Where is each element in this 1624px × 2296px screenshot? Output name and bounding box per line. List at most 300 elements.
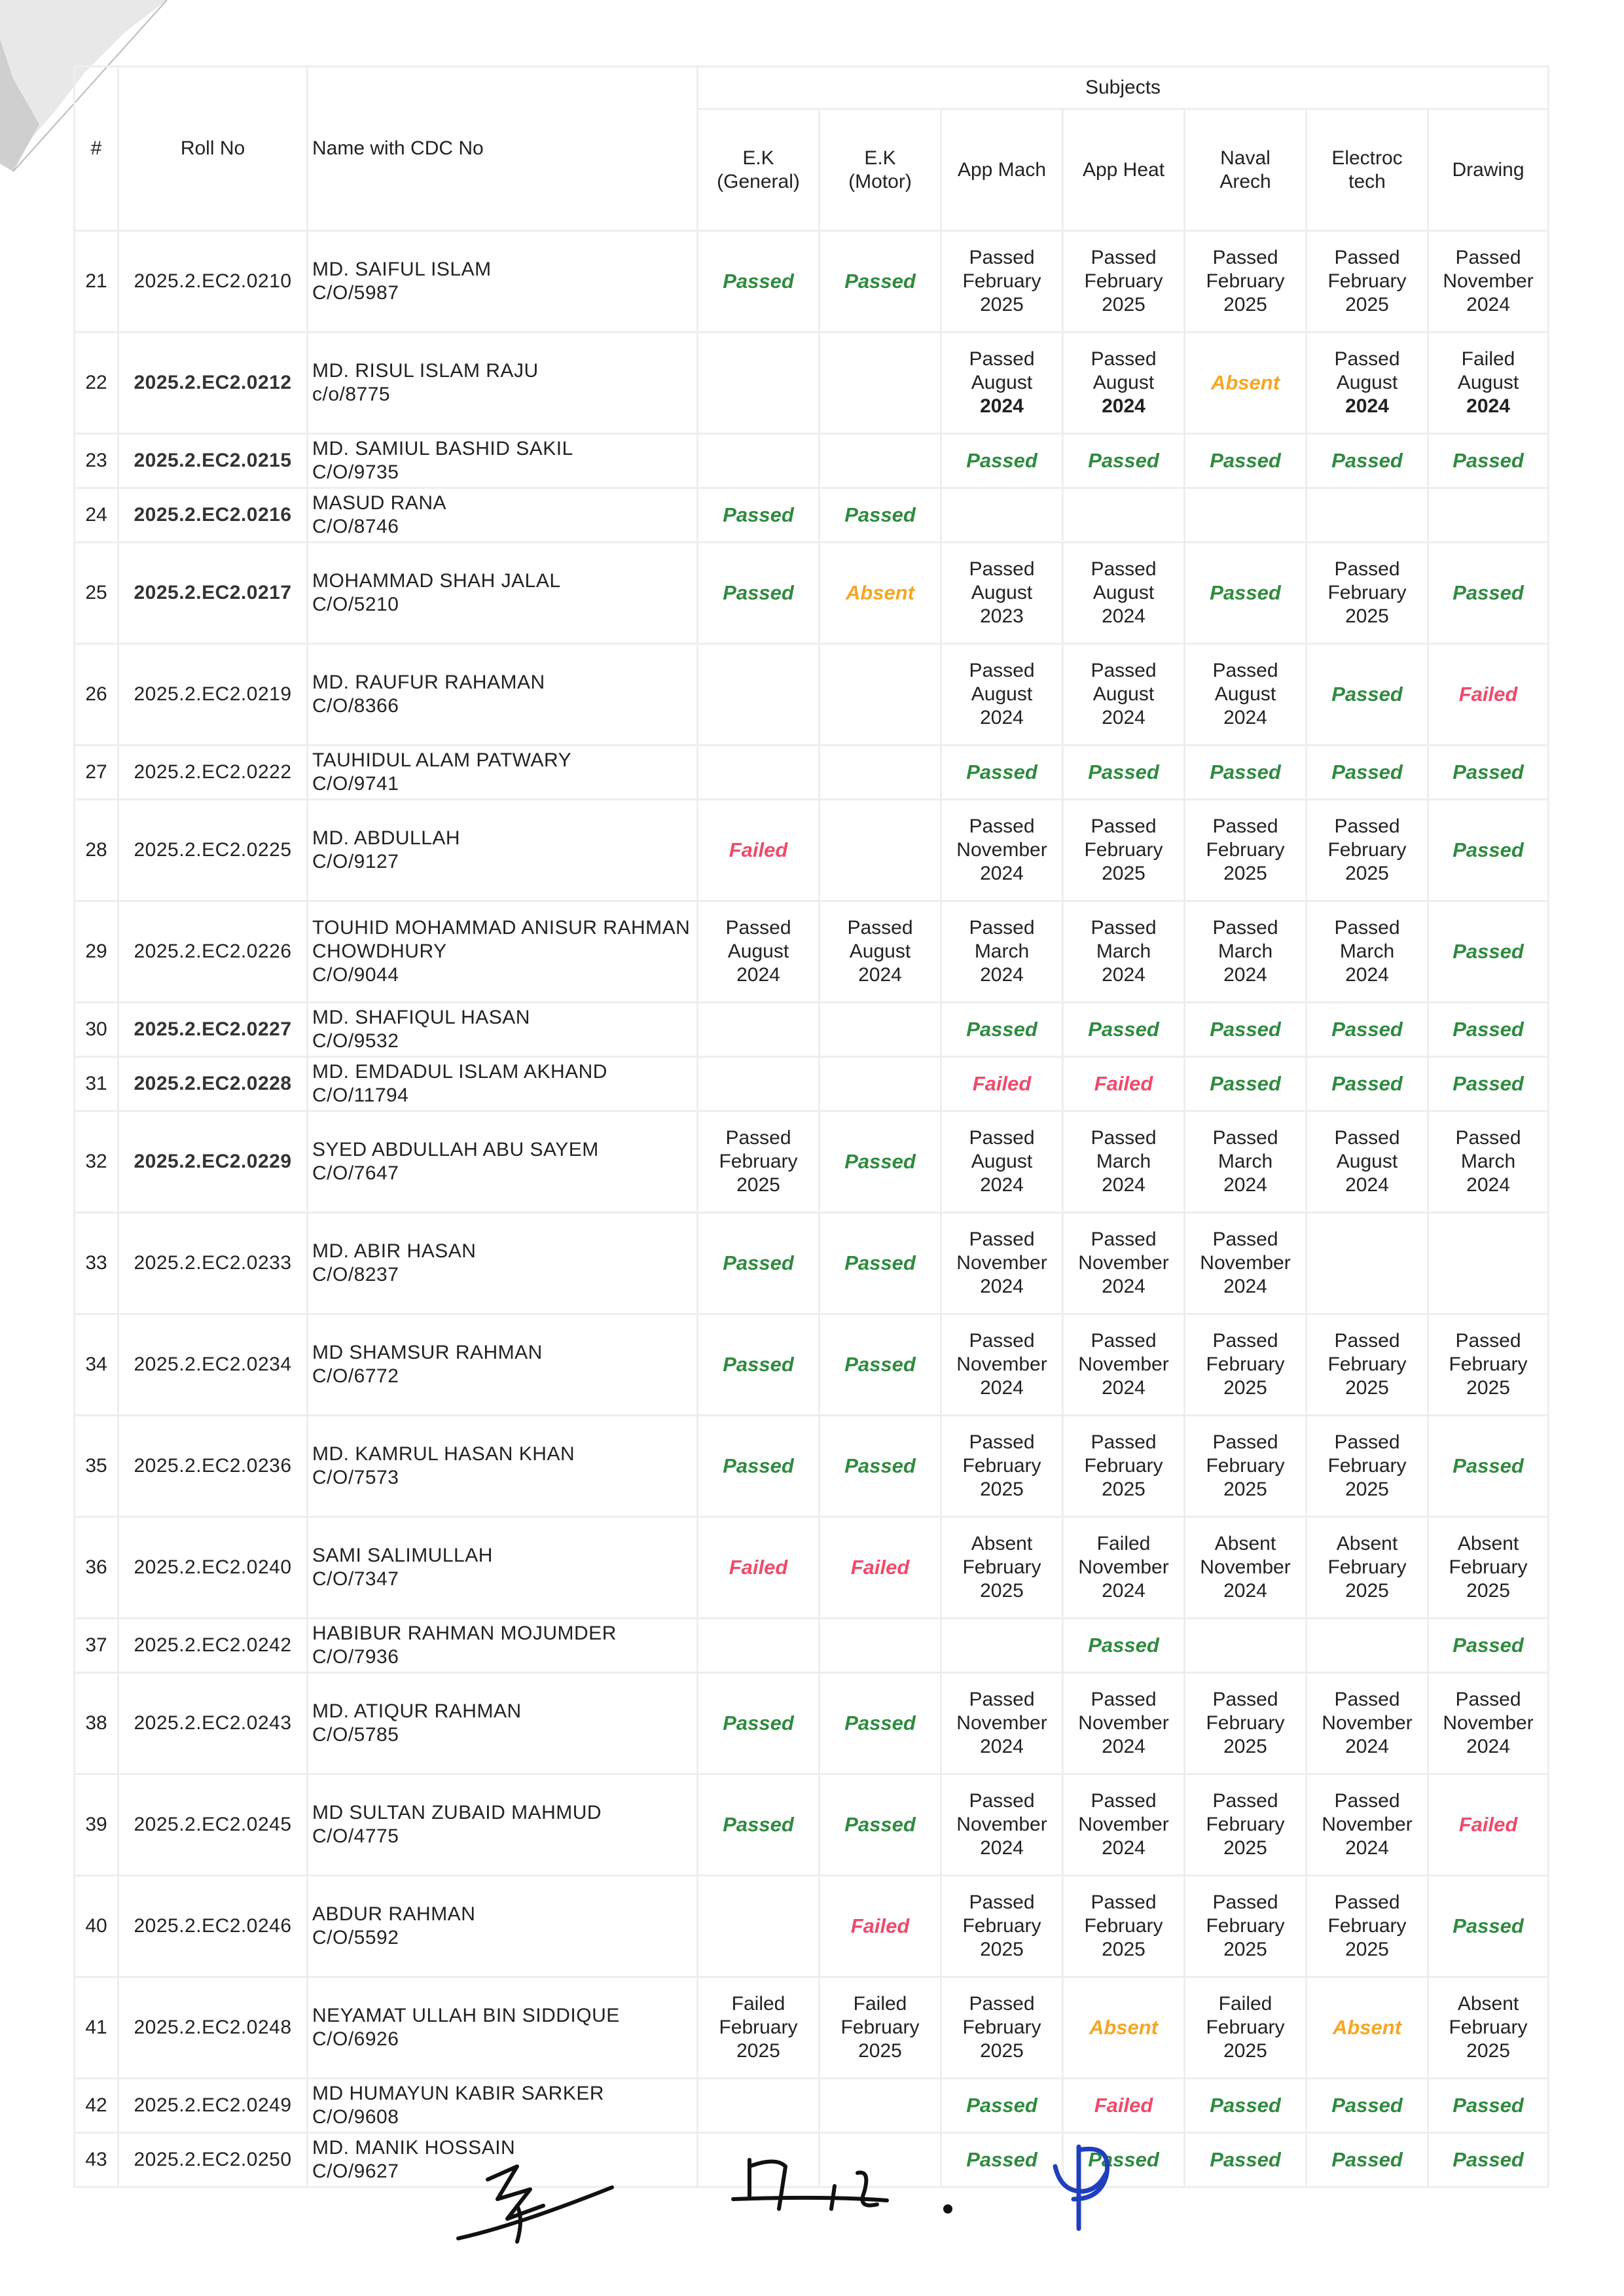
result-year: 2025 [1345, 1377, 1389, 1399]
result-year: 2024 [980, 395, 1024, 417]
result-stamp-passed: Passed [1331, 448, 1403, 472]
student-name: ABDUR RAHMAN [312, 1903, 476, 1925]
result-cell [1428, 1057, 1549, 1111]
result-status: Passed [1212, 917, 1278, 939]
roll-number: 2025.2.EC2.0217 [118, 543, 308, 644]
result-status: Failed [1461, 348, 1515, 370]
result-cell [820, 434, 941, 488]
result-detail [946, 246, 1058, 317]
result-cell [1428, 745, 1549, 800]
table-row [75, 1673, 1549, 1774]
result-month: March [1218, 1151, 1273, 1172]
result-status: Passed [1212, 1790, 1278, 1812]
result-stamp-passed: Passed [1210, 1017, 1281, 1041]
result-detail [946, 1688, 1058, 1759]
name-cell [308, 901, 698, 1003]
header-subject-5 [1307, 109, 1428, 231]
result-year: 2025 [1102, 1479, 1146, 1500]
result-month: February [1206, 2017, 1285, 2038]
roll-number: 2025.2.EC2.0229 [118, 1111, 308, 1213]
result-status: Passed [1334, 1790, 1400, 1812]
result-cell [941, 1003, 1063, 1057]
roll-number: 2025.2.EC2.0250 [118, 2133, 308, 2187]
result-status: Passed [1091, 1689, 1157, 1710]
result-month: November [1200, 1556, 1291, 1578]
result-cell [698, 1111, 820, 1213]
row-number: 41 [75, 1977, 118, 2079]
result-status: Failed [1096, 1533, 1151, 1554]
result-cell [1428, 1673, 1549, 1774]
result-year: 2025 [1223, 1479, 1267, 1500]
name-cell [308, 644, 698, 745]
result-cell [1063, 1314, 1185, 1416]
result-detail [1433, 1532, 1543, 1603]
result-stamp-passed: Passed [1453, 760, 1524, 783]
result-cell [1428, 2079, 1549, 2133]
result-month: March [1460, 1151, 1516, 1172]
result-month: November [1078, 1814, 1169, 1835]
result-year: 2025 [1102, 1939, 1146, 1960]
results-table [73, 65, 1549, 2188]
result-status: Passed [1212, 660, 1278, 681]
result-cell [820, 644, 941, 745]
result-cell [820, 1111, 941, 1213]
table-row [75, 1619, 1549, 1673]
result-year: 2024 [1223, 1174, 1267, 1196]
name-cell [308, 745, 698, 800]
result-stamp-passed: Passed [844, 1352, 916, 1376]
result-cell [1307, 332, 1428, 434]
result-cell [1063, 1213, 1185, 1314]
result-stamp-passed: Passed [723, 1711, 794, 1734]
roll-number: 2025.2.EC2.0249 [118, 2079, 308, 2133]
result-month: November [956, 839, 1047, 861]
result-cell [820, 2079, 941, 2133]
result-cell [1428, 1774, 1549, 1876]
row-number: 37 [75, 1619, 118, 1673]
result-month: November [956, 1814, 1047, 1835]
result-year: 2024 [980, 707, 1024, 728]
result-status: Passed [969, 1330, 1035, 1352]
result-month: November [956, 1712, 1047, 1734]
result-status: Absent [1457, 1533, 1519, 1554]
result-month: November [1200, 1252, 1291, 1274]
student-name: MD. RISUL ISLAM RAJU [312, 360, 539, 382]
cdc-number: C/O/7573 [312, 1467, 399, 1488]
result-cell [1185, 1213, 1307, 1314]
result-detail [946, 1126, 1058, 1197]
result-month: November [1322, 1712, 1413, 1734]
result-status: Passed [969, 348, 1035, 370]
student-name: MD. SAIFUL ISLAM [312, 259, 492, 280]
result-status: Passed [1334, 917, 1400, 939]
result-year: 2024 [736, 964, 780, 986]
result-month: February [1327, 1915, 1407, 1937]
result-cell [1185, 901, 1307, 1003]
result-stamp-passed: Passed [1453, 2147, 1524, 2171]
result-detail [1068, 1891, 1180, 1962]
student-name: MD. ABIR HASAN [312, 1240, 477, 1262]
table-row [75, 1057, 1549, 1111]
result-stamp-passed: Passed [844, 503, 916, 526]
result-status: Passed [1334, 348, 1400, 370]
result-year: 2025 [1345, 1939, 1389, 1960]
result-cell [820, 745, 941, 800]
result-cell [941, 1314, 1063, 1416]
result-stamp-passed: Passed [966, 760, 1038, 783]
result-stamp-passed: Passed [966, 1017, 1038, 1041]
result-stamp-passed: Passed [1210, 448, 1281, 472]
result-stamp-passed: Passed [966, 2147, 1038, 2171]
result-status: Passed [969, 558, 1035, 580]
table-row [75, 1003, 1549, 1057]
result-year: 2025 [1223, 2040, 1267, 2062]
result-cell [1307, 1314, 1428, 1416]
result-stamp-failed: Failed [1458, 682, 1518, 706]
result-cell [698, 1673, 820, 1774]
result-month: February [1449, 2017, 1528, 2038]
result-cell [698, 1876, 820, 1977]
row-number: 29 [75, 901, 118, 1003]
row-number: 31 [75, 1057, 118, 1111]
student-name: MD SHAMSUR RAHMAN [312, 1342, 543, 1363]
result-status: Passed [1334, 1431, 1400, 1453]
header-subject-line: App Heat [1082, 158, 1165, 181]
result-status: Passed [1091, 1330, 1157, 1352]
result-status: Passed [725, 1127, 791, 1149]
result-status: Passed [1334, 558, 1400, 580]
result-month: February [1084, 839, 1163, 861]
result-status: Passed [1091, 247, 1157, 268]
result-cell [1185, 1517, 1307, 1619]
result-month: February [1206, 270, 1285, 292]
result-month: February [1206, 1814, 1285, 1835]
result-stamp-passed: Passed [1331, 760, 1403, 783]
result-cell [941, 1619, 1063, 1673]
result-cell [1428, 488, 1549, 543]
table-row [75, 745, 1549, 800]
result-stamp-passed: Passed [1453, 1633, 1524, 1657]
result-year: 2024 [1102, 1736, 1146, 1757]
result-cell [1185, 1673, 1307, 1774]
result-month: August [971, 1151, 1033, 1172]
result-status: Passed [969, 1892, 1035, 1913]
result-status: Passed [1091, 348, 1157, 370]
table-row [75, 231, 1549, 332]
result-status: Passed [1334, 1127, 1400, 1149]
result-cell [698, 1314, 820, 1416]
result-year: 2025 [1466, 1580, 1510, 1602]
result-stamp-passed: Passed [844, 1149, 916, 1173]
table-row [75, 1876, 1549, 1977]
result-cell [820, 1673, 941, 1774]
cdc-number: C/O/6772 [312, 1365, 399, 1387]
cdc-number: C/O/9741 [312, 773, 399, 795]
result-stamp-passed: Passed [723, 1812, 794, 1836]
roll-number: 2025.2.EC2.0242 [118, 1619, 308, 1673]
result-month: August [971, 683, 1033, 705]
result-month: February [1327, 1455, 1407, 1477]
result-detail [946, 916, 1058, 987]
cdc-number: C/O/6926 [312, 2028, 399, 2050]
row-number: 42 [75, 2079, 118, 2133]
table-row [75, 1314, 1549, 1416]
roll-number: 2025.2.EC2.0240 [118, 1517, 308, 1619]
row-number: 26 [75, 644, 118, 745]
signature-1 [458, 2166, 612, 2242]
result-month: February [962, 1556, 1041, 1578]
result-month: November [1078, 1556, 1169, 1578]
result-detail [1189, 1891, 1301, 1962]
result-year: 2024 [1223, 964, 1267, 986]
result-cell [1063, 1977, 1185, 2079]
result-year: 2025 [980, 1939, 1024, 1960]
result-cell [1185, 1977, 1307, 2079]
table-row [75, 332, 1549, 434]
result-year: 2024 [1223, 1276, 1267, 1297]
result-detail [946, 1789, 1058, 1860]
result-year: 2023 [980, 605, 1024, 627]
result-stamp-passed: Passed [1453, 1071, 1524, 1095]
result-year: 2025 [1345, 1580, 1389, 1602]
name-cell [308, 1673, 698, 1774]
result-month: August [971, 582, 1033, 603]
result-cell [941, 488, 1063, 543]
result-year: 2024 [1466, 1736, 1510, 1757]
result-detail [1189, 246, 1301, 317]
table-row [75, 800, 1549, 901]
header-subject-line: (General) [717, 170, 800, 192]
result-detail [1068, 1329, 1180, 1400]
result-detail [1433, 1688, 1543, 1759]
result-year: 2024 [980, 964, 1024, 986]
roll-number: 2025.2.EC2.0246 [118, 1876, 308, 1977]
header-subject-line: Arech [1219, 170, 1271, 192]
result-stamp-passed: Passed [1088, 448, 1159, 472]
result-year: 2025 [1223, 294, 1267, 315]
result-cell [820, 1876, 941, 1977]
result-year: 2025 [980, 294, 1024, 315]
result-stamp-passed: Passed [1453, 581, 1524, 604]
result-status: Passed [1334, 816, 1400, 837]
signature-3 [1055, 2147, 1108, 2229]
result-detail [1068, 1228, 1180, 1299]
result-stamp-passed: Passed [1453, 1017, 1524, 1041]
table-row [75, 434, 1549, 488]
result-year: 2025 [858, 2040, 902, 2062]
result-stamp-passed: Passed [1453, 2093, 1524, 2117]
result-cell [941, 1673, 1063, 1774]
result-cell [1307, 901, 1428, 1003]
result-cell [1063, 543, 1185, 644]
result-cell [820, 1774, 941, 1876]
result-detail [1068, 1126, 1180, 1197]
name-cell [308, 231, 698, 332]
result-cell [1307, 2079, 1428, 2133]
result-stamp-passed: Passed [1088, 1633, 1159, 1657]
row-number: 22 [75, 332, 118, 434]
table-header [75, 67, 1549, 231]
result-stamp-failed: Failed [1094, 2093, 1153, 2117]
result-month: March [1096, 941, 1151, 962]
result-stamp-passed: Passed [1331, 1017, 1403, 1041]
row-number: 30 [75, 1003, 118, 1057]
result-cell [698, 1213, 820, 1314]
result-detail [1311, 815, 1423, 886]
result-cell [941, 1111, 1063, 1213]
result-month: February [1449, 1354, 1528, 1375]
result-status: Passed [1455, 1330, 1521, 1352]
result-cell [698, 488, 820, 543]
roll-number: 2025.2.EC2.0215 [118, 434, 308, 488]
result-cell [698, 745, 820, 800]
result-cell [698, 1057, 820, 1111]
result-cell [1063, 488, 1185, 543]
result-cell [820, 543, 941, 644]
result-detail [1311, 1532, 1423, 1603]
header-subject-4 [1185, 109, 1307, 231]
roll-number: 2025.2.EC2.0227 [118, 1003, 308, 1057]
result-stamp-passed: Passed [1210, 2147, 1281, 2171]
result-detail [1068, 815, 1180, 886]
cdc-number: C/O/5210 [312, 594, 399, 615]
name-cell [308, 332, 698, 434]
result-cell [1185, 1003, 1307, 1057]
result-detail [824, 916, 936, 987]
result-cell [1307, 1111, 1428, 1213]
row-number: 33 [75, 1213, 118, 1314]
name-cell [308, 1416, 698, 1517]
result-year: 2025 [1223, 1837, 1267, 1859]
result-stamp-passed: Passed [844, 1251, 916, 1274]
name-cell [308, 1619, 698, 1673]
result-cell [698, 1517, 820, 1619]
result-cell [1063, 745, 1185, 800]
row-number: 36 [75, 1517, 118, 1619]
cdc-number: C/O/5987 [312, 282, 399, 304]
result-cell [1307, 1619, 1428, 1673]
row-number: 28 [75, 800, 118, 901]
result-status: Passed [969, 247, 1035, 268]
result-month: August [1092, 372, 1155, 393]
cdc-number: C/O/4775 [312, 1825, 399, 1847]
result-month: August [1336, 372, 1398, 393]
result-year: 2025 [1345, 863, 1389, 884]
student-name: HABIBUR RAHMAN MOJUMDER [312, 1623, 617, 1644]
result-cell [1307, 1977, 1428, 2079]
result-stamp-passed: Passed [1453, 939, 1524, 963]
result-status: Passed [1212, 247, 1278, 268]
name-cell [308, 1057, 698, 1111]
result-cell [698, 1977, 820, 2079]
result-status: Passed [1212, 1689, 1278, 1710]
result-month: November [1322, 1814, 1413, 1835]
roll-number: 2025.2.EC2.0236 [118, 1416, 308, 1517]
result-month: February [962, 1915, 1041, 1937]
result-month: February [1084, 1915, 1163, 1937]
result-detail [702, 916, 814, 987]
result-detail [1433, 1992, 1543, 2063]
result-year: 2024 [980, 1174, 1024, 1196]
header-subject-line: Drawing [1452, 158, 1525, 181]
result-status: Passed [1334, 1689, 1400, 1710]
result-detail [1068, 1431, 1180, 1501]
result-cell [698, 2079, 820, 2133]
cdc-number: C/O/9127 [312, 851, 399, 872]
result-month: February [962, 2017, 1041, 2038]
result-stamp-passed: Passed [1453, 838, 1524, 861]
result-detail [702, 1992, 814, 2063]
result-year: 2025 [1345, 605, 1389, 627]
result-detail [1189, 1789, 1301, 1860]
result-cell [698, 332, 820, 434]
result-cell [1428, 901, 1549, 1003]
result-year: 2025 [1223, 1736, 1267, 1757]
result-cell [941, 434, 1063, 488]
student-name: MD SULTAN ZUBAID MAHMUD [312, 1802, 602, 1823]
result-cell [1185, 745, 1307, 800]
result-cell [820, 1213, 941, 1314]
signatures [0, 2127, 1624, 2258]
result-cell [1307, 644, 1428, 745]
result-month: February [719, 2017, 798, 2038]
result-year: 2024 [980, 1736, 1024, 1757]
result-cell [1063, 800, 1185, 901]
result-cell [1063, 1111, 1185, 1213]
result-stamp-passed: Passed [1088, 2147, 1159, 2171]
result-cell [1307, 1517, 1428, 1619]
result-detail [702, 1126, 814, 1197]
table-row [75, 901, 1549, 1003]
result-year: 2025 [1345, 1479, 1389, 1500]
result-detail [946, 1891, 1058, 1962]
result-cell [1428, 543, 1549, 644]
table-row [75, 543, 1549, 644]
result-detail [946, 1329, 1058, 1400]
row-number: 21 [75, 231, 118, 332]
student-name: MD. SAMIUL BASHID SAKIL [312, 438, 573, 459]
name-cell [308, 543, 698, 644]
result-cell [820, 1416, 941, 1517]
result-detail [1189, 659, 1301, 730]
result-detail [1068, 246, 1180, 317]
result-cell [1063, 231, 1185, 332]
result-cell [1185, 1774, 1307, 1876]
row-number: 35 [75, 1416, 118, 1517]
result-cell [1063, 2079, 1185, 2133]
result-status: Failed [853, 1993, 907, 2015]
result-month: November [1443, 1712, 1534, 1734]
result-year: 2024 [1466, 1174, 1510, 1196]
result-year: 2024 [1345, 1736, 1389, 1757]
result-month: February [962, 270, 1041, 292]
result-status: Absent [1457, 1993, 1519, 2015]
result-detail [1068, 1688, 1180, 1759]
result-detail [1311, 246, 1423, 317]
result-stamp-failed: Failed [729, 838, 788, 861]
result-cell [1307, 745, 1428, 800]
result-status: Passed [1212, 1892, 1278, 1913]
result-cell [698, 644, 820, 745]
result-cell [1428, 1314, 1549, 1416]
result-stamp-absent: Absent [1089, 2015, 1159, 2039]
result-stamp-passed: Passed [1210, 1071, 1281, 1095]
result-cell [820, 800, 941, 901]
result-stamp-passed: Passed [1331, 682, 1403, 706]
result-status: Passed [969, 1431, 1035, 1453]
result-cell [820, 1517, 941, 1619]
row-number: 32 [75, 1111, 118, 1213]
